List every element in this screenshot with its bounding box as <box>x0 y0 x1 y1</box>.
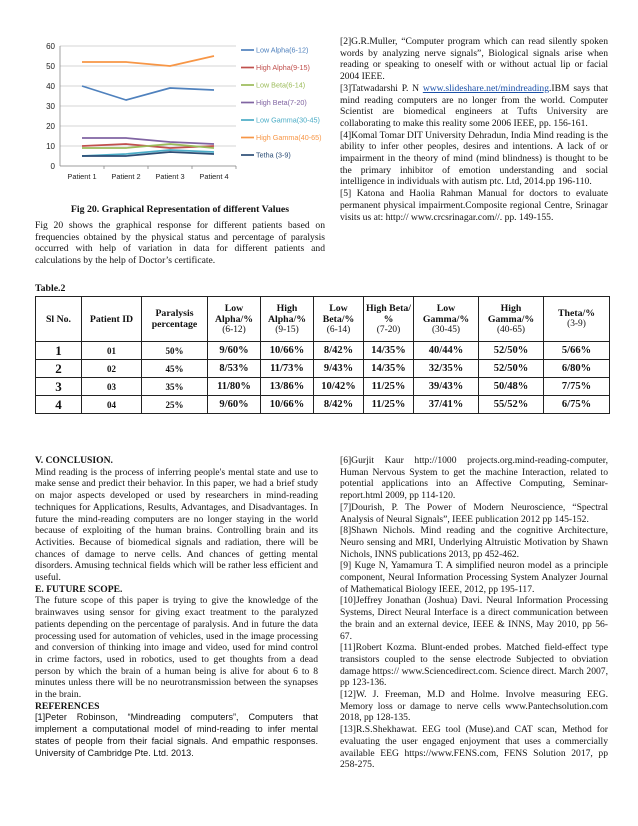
table-cell: 10/42% <box>314 378 364 396</box>
column-header <box>261 297 314 342</box>
table-cell: 40/44% <box>414 342 479 360</box>
line-chart <box>38 36 326 201</box>
column-header-label: High Gamma/% <box>487 302 535 325</box>
table-label: Table.2 <box>35 283 66 294</box>
column-header-range: (6-14) <box>326 324 351 335</box>
table-cell: 8/42% <box>314 396 364 414</box>
reference-3-link[interactable]: www.slideshare.net/mindreading <box>422 82 550 94</box>
table-cell: 52/50% <box>479 360 544 378</box>
table-cell: 32/35% <box>414 360 479 378</box>
table-cell: 39/43% <box>414 378 479 396</box>
figure-caption: Fig 20. Graphical Representation of different Values <box>70 204 290 215</box>
y-tick-label: 30 <box>46 102 55 111</box>
table-cell: 13/86% <box>261 378 314 396</box>
column-header-range: (30-45) <box>431 324 461 335</box>
table-cell: 04 <box>82 396 142 414</box>
left-column <box>35 455 318 759</box>
conclusion-text: Mind reading is the process of inferring people's mental state and use to make sense and predict their behavior. In this paper, we had a brief study on major aspects developed or used by researchers in mind-reading techniques for Applications, Results, Advantages, and Disadvantages. In future the mind-reading computers are no longer staying in the world because of exploiting of the human brains. Controlling brain and its Activities. Because of biomedical signals and radiation, there will be chances of damage to nerve cells. And chances of getting mental disorders. Amusing technical fields which will be rather less efficient and useful. <box>35 466 318 584</box>
reference-3 <box>340 83 608 130</box>
table-cell: 55/52% <box>479 396 544 414</box>
table-cell: 10/66% <box>261 396 314 414</box>
table-cell: 10/66% <box>261 342 314 360</box>
x-tick-label: Patient 3 <box>155 172 185 181</box>
column-header-label: Low Alpha/% <box>214 302 254 325</box>
patient-data-table <box>35 296 610 414</box>
table-cell: 7/75% <box>544 378 610 396</box>
table-body <box>36 342 610 414</box>
reference-8: [8]Shawn Nichols. Mind reading and the cognitive Architecture, Neuro sensing and MRI, Underlying Altruistic Motivation by Shawn Nichols, INNS publications 2013, pp 452-462. <box>340 525 608 560</box>
column-header-range: (40-65) <box>496 324 526 335</box>
series-line <box>82 56 214 66</box>
series-line <box>82 138 214 144</box>
table-cell: 11/25% <box>364 378 414 396</box>
reference-9: [9] Kuge N, Yamamura T. A simplified neuron model as a principle component, Neural Information Processing System Analyzer Journal of Mathematical Biology IEEE, 2012, pp 195-117. <box>340 560 608 595</box>
y-tick-label: 0 <box>50 162 55 171</box>
series-line <box>82 86 214 100</box>
legend-label: Tetha (3-9) <box>256 150 291 160</box>
reference-3-author: [3]Tatwadarshi P. N <box>340 82 423 94</box>
table-cell: 6/75% <box>544 396 610 414</box>
table-row <box>36 342 610 360</box>
y-tick-label: 50 <box>46 62 55 71</box>
column-header <box>364 297 414 342</box>
table-cell: 11/73% <box>261 360 314 378</box>
chart-svg <box>38 36 326 201</box>
table-cell: 8/53% <box>208 360 261 378</box>
x-tick-label: Patient 2 <box>111 172 141 181</box>
table-cell: 8/42% <box>314 342 364 360</box>
reference-1: [1]Peter Robinson, “Mindreading computers”, Computers that implement a computational model of mind-reading to infer mental states of people from their facial signals. And empathic responses. University of Cambridge Pte. Ltd. 2013. <box>35 712 318 758</box>
legend-label: Low Alpha(6-12) <box>256 45 309 55</box>
column-header-label: Sl No. <box>45 313 72 325</box>
x-tick-label: Patient 1 <box>67 172 97 181</box>
y-tick-label: 40 <box>46 82 55 91</box>
figure-description: Fig 20 shows the graphical response for different patients based on frequencies obtained by the physical status and percentage of paralysis occurred with help of variation in data for different patients and calculations by the help of Doctor’s certificate. <box>35 220 325 267</box>
y-tick-label: 20 <box>46 122 55 131</box>
column-header <box>414 297 479 342</box>
column-header <box>208 297 261 342</box>
table-cell: 50/48% <box>479 378 544 396</box>
table-cell: 35% <box>142 378 208 396</box>
top-references <box>340 36 608 223</box>
column-header <box>36 297 82 342</box>
reference-3-body: .IBM says that mind reading computers are no longer from the world. Computer Scientist are biomedical engineers at Tufts University are collaborating to make this reality some 2006 IEEE, pp. 156-161. <box>340 82 608 129</box>
table-cell: 9/60% <box>208 396 261 414</box>
bottom-references <box>340 455 608 771</box>
table-cell: 4 <box>36 396 82 414</box>
table-cell: 11/80% <box>208 378 261 396</box>
column-header-label: Paralysis percentage <box>151 308 198 330</box>
reference-7: [7]Dourish, P. The Power of Modern Neuroscience, “Spectral Analysis of Neural Signals”, IEEE publication 2012 pp 145-152. <box>340 501 608 525</box>
reference-10: [10]Jeffrey Jonathan (Joshua) Davi. Neural Information Processing Systems, Direct Neural Interface is a direct communication between the brain and an external device, IEEE & INNS, May 2010, pp 56-67. <box>340 595 608 642</box>
column-header-label: Low Beta/% <box>322 302 355 325</box>
column-header-label: Low Gamma/% <box>422 302 470 325</box>
table-cell: 9/60% <box>208 342 261 360</box>
column-header <box>142 297 208 342</box>
legend-label: High Gamma(40-65) <box>256 133 322 143</box>
reference-11: [11]Robert Kozma. Blunt-ended probes. Matched field-effect type transistors coupled to the sense electrode Subjected to obviation damage https:// www.Sciencedirect.com. Science direct. March 2007, pp 123-136. <box>340 642 608 689</box>
reference-12: [12]W. J. Freeman, M.D and Holme. Involve measuring EEG. Memory loss or damage to nerve cells www.Pantechsolution.com 2018, pp 128-135. <box>340 689 608 724</box>
column-header-label: Patient ID <box>89 313 134 325</box>
column-header-label: High Alpha/% <box>267 302 307 325</box>
table-cell: 14/35% <box>364 360 414 378</box>
table-cell: 25% <box>142 396 208 414</box>
column-header-label: High Beta/ % <box>366 302 411 325</box>
table-cell: 6/80% <box>544 360 610 378</box>
table-cell: 50% <box>142 342 208 360</box>
table-row <box>36 360 610 378</box>
table-cell: 5/66% <box>544 342 610 360</box>
reference-2: [2]G.R.Muller, “Computer program which can read silently spoken words by analyzing nerve signals”, Biological signals arise when reading or speaking to oneself with or without actual lip or facial 2004 IEEE. <box>340 36 608 83</box>
column-header <box>82 297 142 342</box>
references-heading: REFERENCES <box>35 700 100 712</box>
column-header <box>314 297 364 342</box>
legend-label: Low Beta(6-14) <box>256 80 306 90</box>
y-tick-label: 60 <box>46 42 55 51</box>
table-cell: 1 <box>36 342 82 360</box>
column-header-range: (9-15) <box>275 324 299 335</box>
table-cell: 11/25% <box>364 396 414 414</box>
table-row <box>36 378 610 396</box>
column-header <box>479 297 544 342</box>
legend-label: Low Gamma(30-45) <box>256 115 320 125</box>
column-header-range: (7-20) <box>376 324 401 335</box>
table-cell: 03 <box>82 378 142 396</box>
column-header-range: (6-12) <box>222 324 246 335</box>
table-row <box>36 396 610 414</box>
table-cell: 01 <box>82 342 142 360</box>
y-tick-label: 10 <box>46 142 55 151</box>
reference-13: [13]R.S.Shekhawat. EEG tool (Muse).and CAT scan, Method for evaluating the user engaged enjoyment that uses a commercially available EEG https://www.FENS.com, FENS Solution 2017, pp 258-275. <box>340 724 608 771</box>
table-cell: 45% <box>142 360 208 378</box>
table-cell: 37/41% <box>414 396 479 414</box>
legend-label: High Beta(7-20) <box>256 98 307 108</box>
reference-4: [4]Komal Tomar DIT University Dehradun, India Mind reading is the ability to infer other peoples, desires and intentions. A lack of or impairment in the theory of mind (mind blindness) is thought to be the primary inhibitor of emotion understanding and social intelligence in individuals with autism ptc. Ltd, 2014.pp 196-110. <box>340 129 608 188</box>
table-cell: 3 <box>36 378 82 396</box>
table-cell: 14/35% <box>364 342 414 360</box>
future-scope-heading: E. FUTURE SCOPE. <box>35 583 123 595</box>
table-cell: 52/50% <box>479 342 544 360</box>
column-header-label: Theta/% <box>557 308 595 319</box>
table-cell: 2 <box>36 360 82 378</box>
x-tick-label: Patient 4 <box>199 172 229 181</box>
reference-5: [5] Katona and Haolia Rahman Manual for doctors to evaluate permanent physical impairment.Composite regional Centre, Srinagar visits us at: http:// www.crcsrinagar.com//. pp. 149-155. <box>340 188 608 223</box>
legend-label: High Alpha(9-15) <box>256 63 310 73</box>
future-scope-text: The future scope of this paper is trying to give the knowledge of the brainwaves using sensor for giving exact treatment to the paralyzed patients depending on the percentage of paralysis. And in future the data processing used for automation of vehicles, used in the image processing and conversion of thinking into image and video, used for mind control in crime factors, used in robotics, used to get thoughts from a dead person by which the brain of a human being is alive for about 6 to 8 minutes unless there will be no neurotransmission between the synapses in the brain. <box>35 595 318 701</box>
conclusion-heading: V. CONCLUSION. <box>35 455 113 466</box>
table-cell: 02 <box>82 360 142 378</box>
column-header-range: (3-9) <box>567 319 586 329</box>
table-header-row <box>36 297 610 342</box>
reference-6: [6]Gurjit Kaur http://1000 projects.org.mind-reading-computer, Human Nervous System to get the machine Interaction, related to potential applications into an Affective Computing, Seminar-report.html 2009, pp 114-120. <box>340 455 608 502</box>
table-cell: 9/43% <box>314 360 364 378</box>
column-header <box>544 297 610 342</box>
